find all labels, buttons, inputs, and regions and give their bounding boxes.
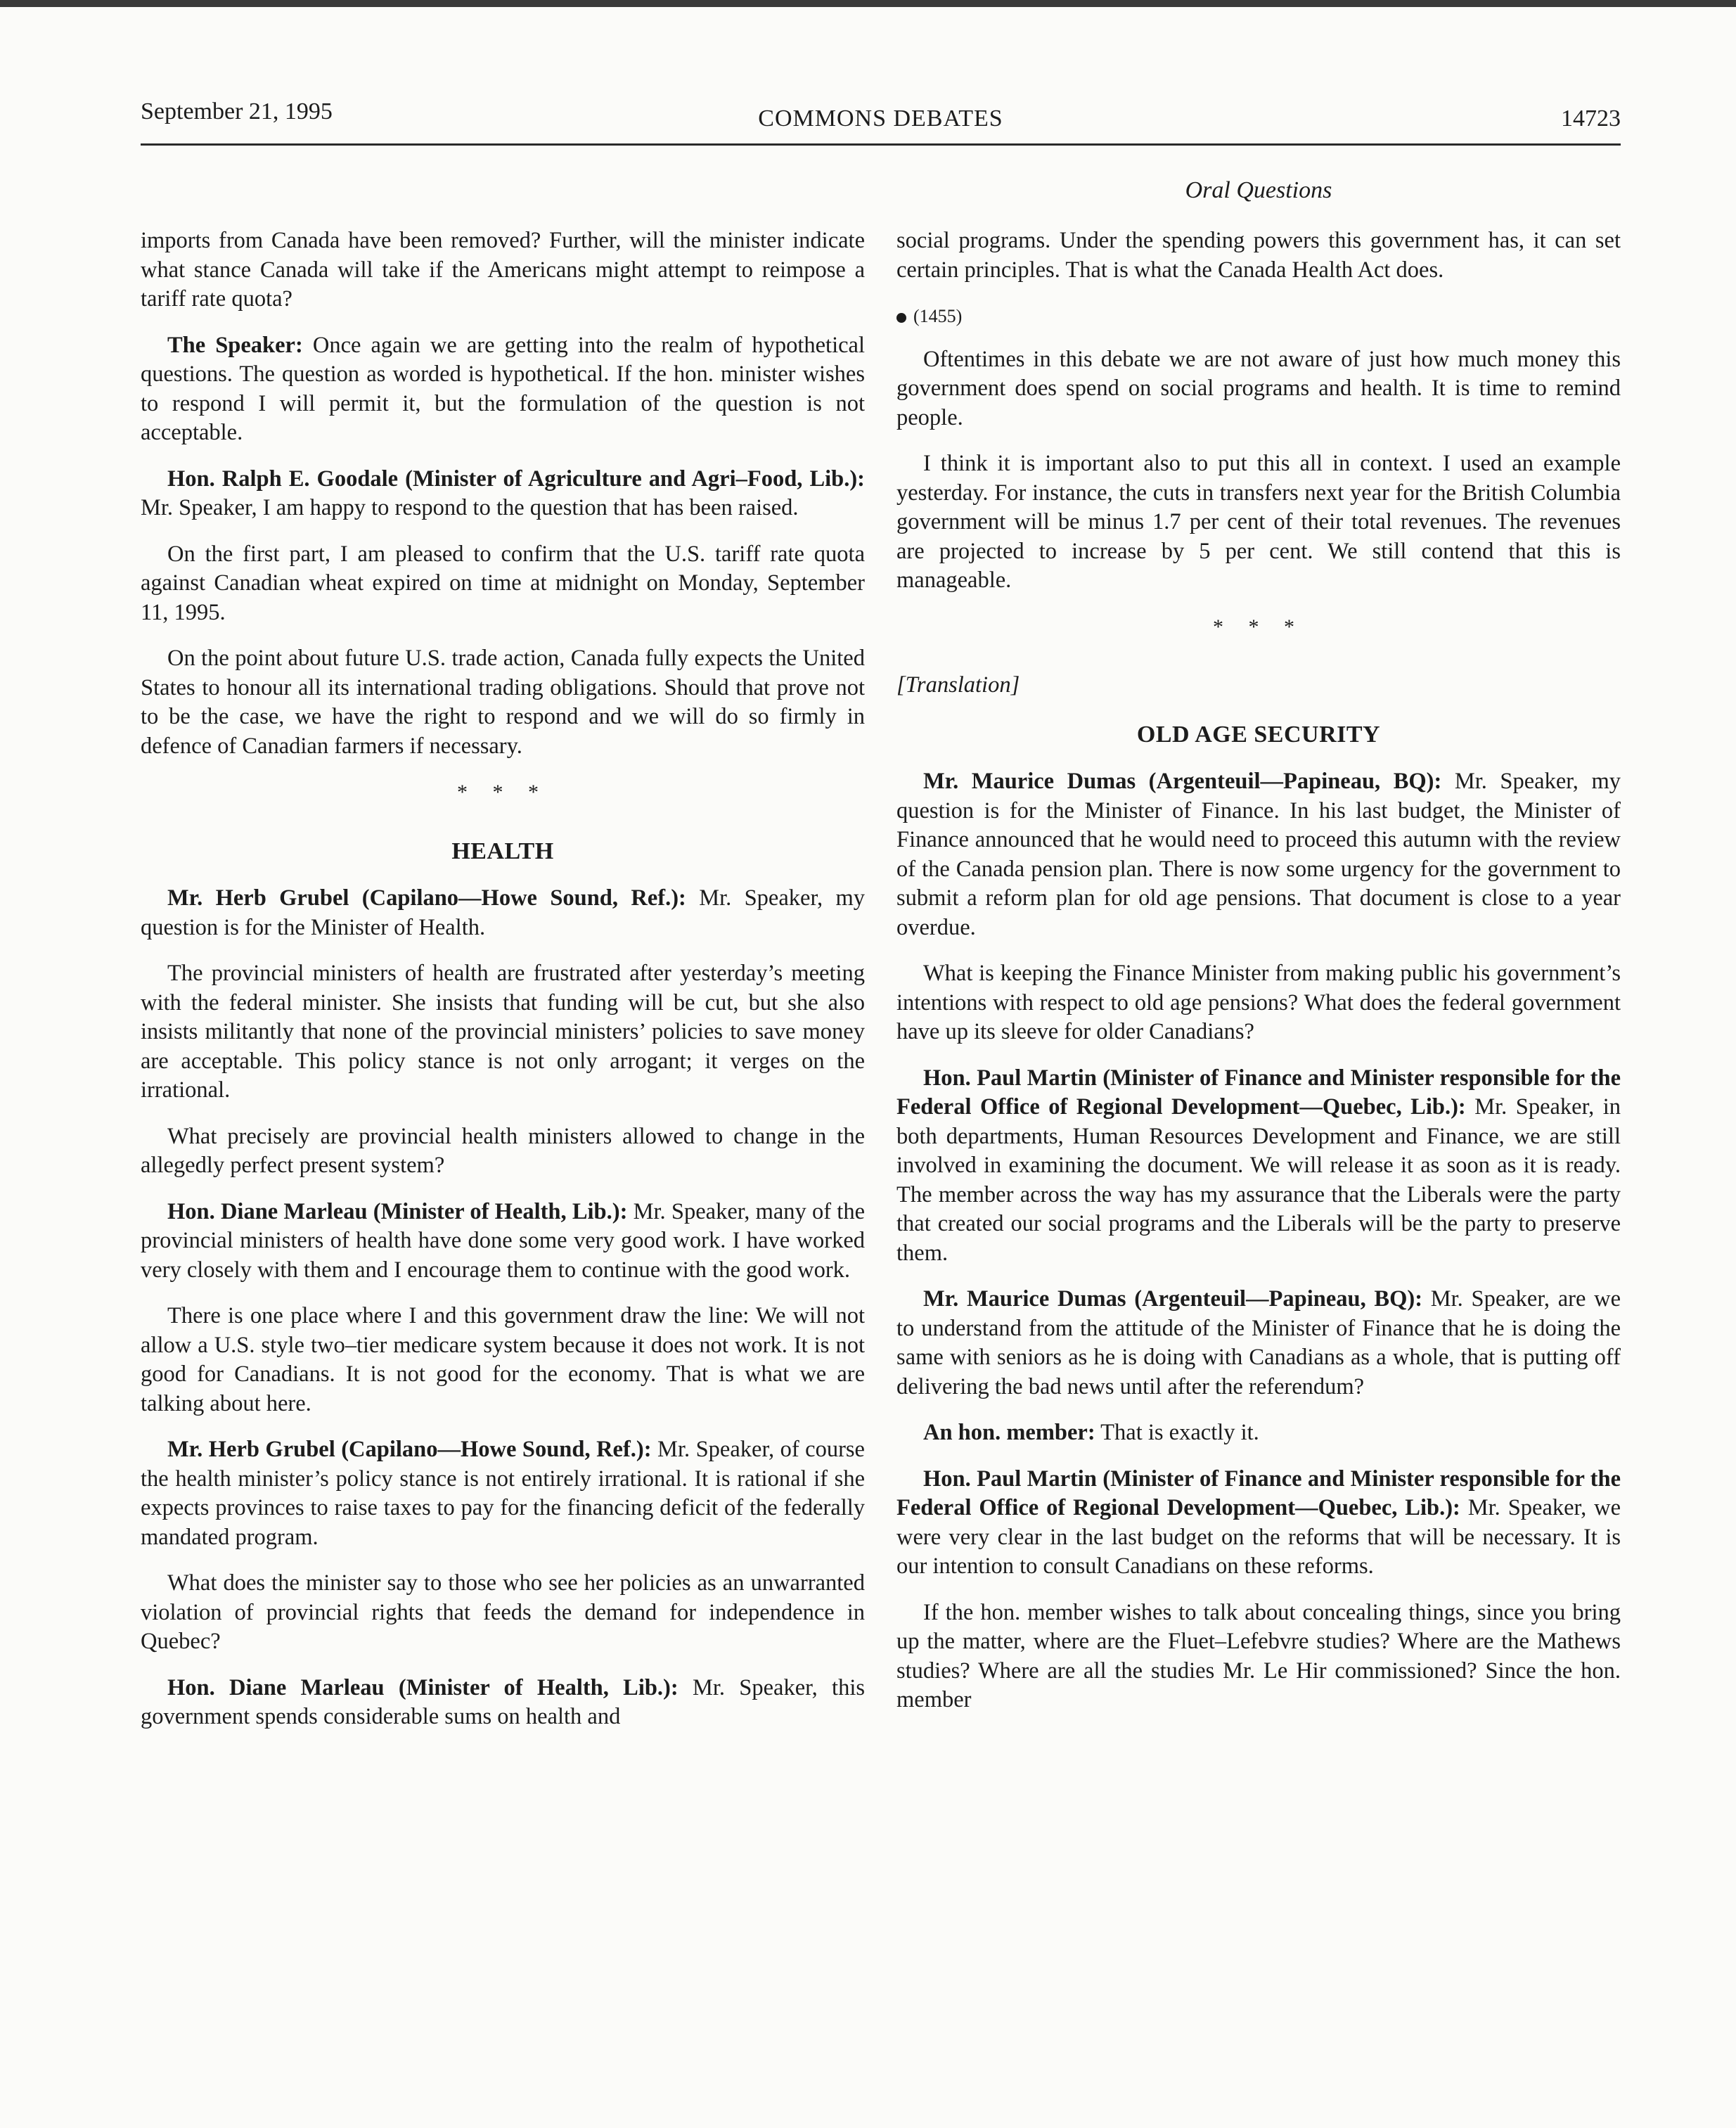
header-rule bbox=[141, 143, 1621, 146]
speaker-name: Mr. Herb Grubel (Capilano—Howe Sound, Ref.): bbox=[167, 1437, 652, 1462]
paragraph: What precisely are provincial health ministers allowed to change in the allegedly perfect present system? bbox=[141, 1123, 865, 1178]
paragraph: There is one place where I and this government draw the line: We will not allow a U.S. style two–tier medicare system because it does not work. It is not good for Canadians. It is not good for the economy. That is what we are talking about here. bbox=[141, 1303, 865, 1416]
paragraph: The provincial ministers of health are frustrated after yesterday’s meeting with the federal minister. She insists that funding will be cut, but she also insists militantly that none of the provincial ministers’ policies to save money are acceptable. This policy stance is not only arrogant; it verges on the irrational. bbox=[141, 961, 865, 1103]
paragraph: What does the minister say to those who see her policies as an unwarranted violation of provincial rights that feeds the demand for independence in Quebec? bbox=[141, 1570, 865, 1654]
speaker-name: Mr. Maurice Dumas (Argenteuil—Papineau, BQ): bbox=[923, 769, 1442, 794]
speech-text: That is exactly it. bbox=[1095, 1420, 1259, 1445]
time-marker-text: (1455) bbox=[913, 306, 963, 326]
paragraph: Oftentimes in this debate we are not aware of just how much money this government does spend on social programs and health. It is time to remind people. bbox=[896, 346, 1621, 430]
speech-paragraph bbox=[896, 1418, 1621, 1448]
paragraph: What is keeping the Finance Minister from making public his government’s intentions with respect to old age pensions? What does the federal government have up its sleeve for older Canadians? bbox=[896, 961, 1621, 1044]
paragraph: imports from Canada have been removed? Further, will the minister indicate what stance Canada will take if the Americans might attempt to reimpose a tariff rate quota? bbox=[141, 228, 865, 312]
speech-text: Mr. Speaker, many of the provincial ministers of health have done some very good work. I have worked very closely with them and I encourage them to continue with the good work. bbox=[141, 1198, 866, 1283]
section-heading-health: HEALTH bbox=[451, 838, 554, 864]
speaker-name: Hon. Diane Marleau (Minister of Health, Lib.): bbox=[167, 1674, 679, 1700]
speech-text: Mr. Speaker, of course the health minister’s policy stance is not entirely irrational. It is rational if she expects provinces to raise taxes to pay for the financing deficit of the federally mandated program. bbox=[141, 1437, 865, 1550]
speaker-name: Hon. Diane Marleau (Minister of Health, Lib.): bbox=[167, 1198, 628, 1224]
time-marker bbox=[896, 302, 1621, 331]
section-separator: * * * bbox=[1213, 615, 1304, 639]
left-column bbox=[141, 226, 865, 1749]
paragraph: social programs. Under the spending powers this government has, it can set certain principles. That is what the Canada Health Act does. bbox=[896, 228, 1621, 283]
speech-paragraph bbox=[141, 465, 865, 523]
speaker-name: Hon. Paul Martin (Minister of Finance and Minister responsible for the Federal Office of Regional Development—Quebec, Lib.): bbox=[896, 1466, 1621, 1520]
speaker-name: Hon. Paul Martin (Minister of Finance and Minister responsible for the Federal Office of Regional Development—Quebec, Lib.): bbox=[896, 1065, 1621, 1120]
speech-paragraph bbox=[141, 1674, 865, 1732]
speech-paragraph bbox=[141, 1435, 865, 1552]
speech-paragraph bbox=[896, 1064, 1621, 1269]
speech-paragraph bbox=[896, 1465, 1621, 1582]
section-separator: * * * bbox=[457, 781, 548, 804]
header-page-number: 14723 bbox=[1561, 105, 1621, 132]
bullet-icon bbox=[896, 313, 906, 323]
speech-text: Mr. Speaker, my question is for the Minister of Health. bbox=[141, 885, 865, 940]
header-date: September 21, 1995 bbox=[141, 98, 333, 124]
speech-text: Mr. Speaker, I am happy to respond to the question that has been raised. bbox=[141, 495, 799, 520]
right-column bbox=[896, 226, 1621, 1732]
translation-note: [Translation] bbox=[896, 672, 1020, 698]
speech-text: Mr. Speaker, we were very clear in the last budget on the reforms that will be necessary. It is our intention to consult Canadians on these reforms. bbox=[896, 1495, 1621, 1579]
speech-paragraph bbox=[141, 1198, 865, 1286]
speaker-name: Mr. Maurice Dumas (Argenteuil—Papineau, BQ): bbox=[923, 1286, 1423, 1312]
speech-paragraph bbox=[141, 884, 865, 942]
scan-edge bbox=[0, 0, 1736, 7]
speech-paragraph bbox=[896, 1285, 1621, 1402]
speech-paragraph bbox=[141, 331, 865, 448]
speech-paragraph bbox=[896, 767, 1621, 942]
paragraph: On the first part, I am pleased to confirm that the U.S. tariff rate quota against Canadian wheat expired on time at midnight on Monday, September 11, 1995. bbox=[141, 541, 865, 625]
section-heading-old-age-security: OLD AGE SECURITY bbox=[1136, 721, 1381, 748]
speaker-name: The Speaker: bbox=[167, 332, 303, 358]
speech-text: Mr. Speaker, my question is for the Minister of Finance. In his last budget, the Minister of Finance announced that he would need to proceed this autumn with the review of the Canada pension plan. There is now some urgency for the government to submit a reform plan for old age pensions. That document is close to a year overdue. bbox=[896, 769, 1621, 940]
speaker-name: An hon. member: bbox=[923, 1420, 1095, 1445]
paragraph: I think it is important also to put this all in context. I used an example yesterday. For instance, the cuts in transfers next year for the British Columbia government will be minus 1.7 per cent of their total revenues. The revenues are projected to increase by 5 per cent. We still contend that this is manageable. bbox=[896, 451, 1621, 593]
header-publication: COMMONS DEBATES bbox=[758, 105, 1003, 132]
page-header bbox=[141, 98, 1621, 143]
speech-text: Mr. Speaker, this government spends considerable sums on health and bbox=[141, 1674, 866, 1729]
speaker-name: Mr. Herb Grubel (Capilano—Howe Sound, Ref.): bbox=[167, 885, 686, 911]
speech-text: Once again we are getting into the realm of hypothetical questions. The question as worded is hypothetical. If the hon. minister wishes to respond I will permit it, but the formulation of the question is not acceptable. bbox=[141, 332, 865, 445]
paragraph: On the point about future U.S. trade action, Canada fully expects the United States to honour all its international trading obligations. Should that prove not to be the case, we have the right to respond and we will do so firmly in defence of Canadian farmers if necessary. bbox=[141, 646, 865, 759]
speaker-name: Hon. Ralph E. Goodale (Minister of Agriculture and Agri–Food, Lib.): bbox=[167, 466, 865, 492]
paragraph: If the hon. member wishes to talk about concealing things, since you bring up the matter, where are the Fluet–Lefebvre studies? Where are the Mathews studies? Where are all the studies Mr. Le Hir commissioned? Since the hon. member bbox=[896, 1599, 1621, 1712]
speech-text: Mr. Speaker, are we to understand from the attitude of the Minister of Finance that he is doing the same with seniors as he is doing with Canadians as a whole, that is putting off delivering the bad news until after the referendum? bbox=[896, 1286, 1621, 1399]
speech-text: Mr. Speaker, in both departments, Human Resources Development and Finance, we are still involved in examining the document. We will release it as soon as it is ready. The member across the way has my assurance that the Liberals were the party that created our social programs and the Liberals will be the party to preserve them. bbox=[896, 1094, 1621, 1266]
section-label: Oral Questions bbox=[1185, 177, 1332, 203]
